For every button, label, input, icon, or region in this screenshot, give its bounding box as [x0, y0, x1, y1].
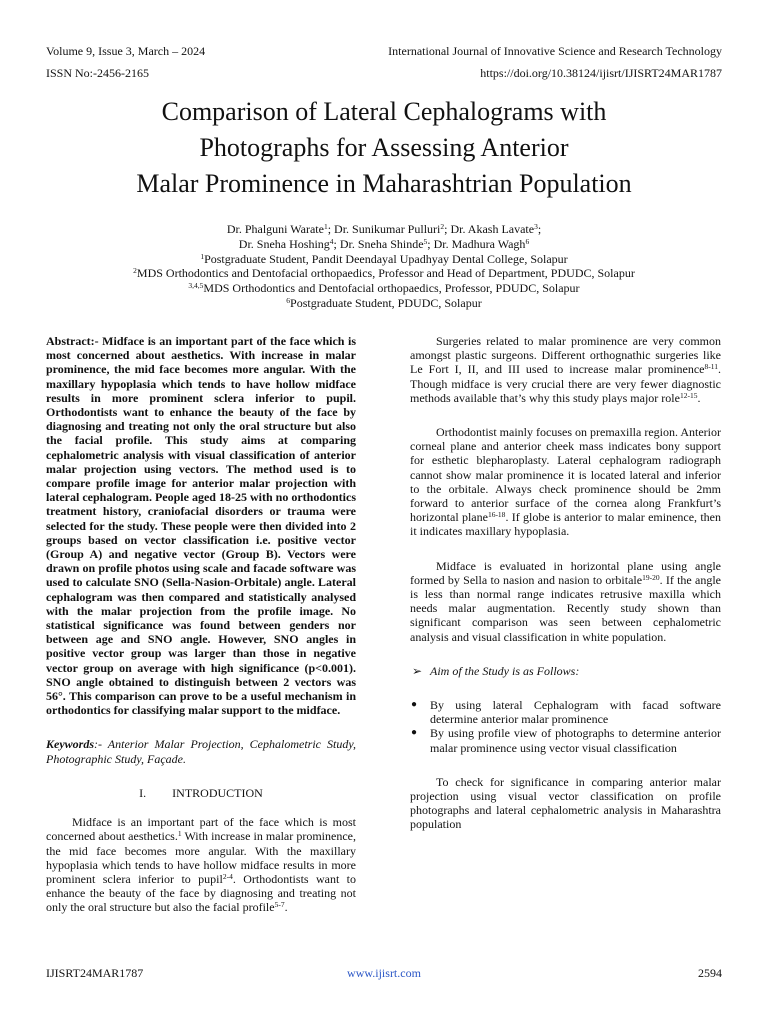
footer-website-link[interactable]: www.ijisrt.com: [347, 966, 421, 980]
affiliation-1: $^1$Postgraduate Student, Pandit Deendayal Upadhyay Dental College, Solapur: [200, 251, 568, 266]
keywords: [46, 737, 356, 765]
page-number: 2594: [698, 966, 722, 980]
left-column: [46, 334, 356, 915]
keywords-text: :- Anterior Malar Projection, Cephalometric Study, Photographic Study, Façade.: [46, 737, 356, 766]
section-number: I.: [139, 785, 147, 800]
title-line-1: Comparison of Lateral Cephalograms with: [161, 97, 607, 126]
abstract: Abstract:- Midface is an important part of the face which is most concerned about aesthetics. With increase in malar prominence, the mid face becomes more angular. With the maxillary hypoplasia which tends to have hollow midface results in more prominent sclera inferior to pupil. Orthodontists want to enhance the beauty of the face by diagnosing and treating not only the oral structure but also the facial profile. This study aims at comparing cephalometric analysis with visual classification of anterior malar projection using vectors. The method used is to compare profile image for anterior malar projection with lateral cephalogram. People aged 18-25 with no orthodontics treatment history, craniofacial disorders or trauma were selected for the study. These people were then divided into 2 groups based on vector classification i.e. positive vector (Group A) and negative vector (Group B). Vectors were drawn on profile photos using scale and facade software was used to calculate SNO (Sella-Nasion-Orbitale) angle. Lateral cephalogram was then compared and statistically analysed with the malar projection from the profile image. No statistical significance was found between genders nor between age and SNO angle. However, SNO angles in positive vector group was larger than those in negative vector group on average with high significance (p<0.001). SNO angle obtained to distinguish between 2 vectors was 56°. This comparison can prove to be a useful mechanism in orthodontics for classifying malar support to the midface.: [46, 334, 356, 718]
intro-paragraph: Midface is an important part of the face which is most concerned about aesthetics.$^1$ With increase in malar prominence, the mid face becomes more angular. With the maxillary hypoplasia which tends to have hollow midface results in more prominent sclera inferior to pupil$^{2-4}$. Orthodontists want to enhance the beauty of the face by diagnosing and treating not only the oral structure but also the facial profile$^{5-7}$.: [46, 815, 357, 915]
title-line-2: Photographs for Assessing Anterior: [199, 133, 569, 162]
paragraph-orthodontist: Orthodontist mainly focuses on premaxilla region. Anterior corneal plane and anterior cheek mass indicates bony support for esthetic blepharoplasty. Lateral cephalogram radiograph cannot show malar prominence it is located lateral and inferior to the orbitale. Always check prominence should be 2mm forward to anterior surface of the cornea along Frankfurt’s horizontal plane$^{16-18}$. If globe is anterior to malar eminence, then it indicates maxillary hypoplasia.: [410, 425, 721, 539]
paragraph-significance: To check for significance in comparing anterior malar projection using visual vector classification on profile photographs and lateral cephalometric analysis in Maharashtra population: [410, 774, 721, 832]
aim-text: Aim of the Study is as Follows:: [430, 663, 580, 678]
aim-list: [410, 698, 721, 755]
volume-info: Volume 9, Issue 3, March – 2024: [46, 44, 206, 58]
doi-link[interactable]: https://doi.org/10.38124/ijisrt/IJISRT24MAR1787: [480, 66, 722, 80]
issn: ISSN No:-2456-2165: [46, 66, 150, 80]
title-line-3: Malar Prominence in Maharashtrian Population: [136, 169, 632, 198]
author-line-1: Dr. Phalguni Warate$^1$; Dr. Sunikumar Pulluri$^2$; Dr. Akash Lavate$^3$;: [226, 222, 542, 236]
bullet-icon: ●: [411, 699, 418, 711]
keywords-label: Keywords: [46, 737, 94, 752]
section-heading-introduction: [46, 786, 356, 800]
section-title: INTRODUCTION: [172, 785, 263, 800]
author-line-2: Dr. Sneha Hoshing$^4$; Dr. Sneha Shinde$^5$; Dr. Madhura Wagh$^6$: [238, 236, 530, 251]
list-item: ● By using lateral Cephalogram with facad software determine anterior malar prominence: [411, 698, 721, 727]
paragraph-midface: Midface is evaluated in horizontal plane using angle formed by Sella to nasion and nasion to orbitale$^{19-20}$. If the angle is less than normal range indicates retrusive maxilla which needs malar augmentation. Recently study shown than significant comparison was seen between cephalometric analysis and visual classification in white population.: [410, 558, 722, 644]
author-block: [40, 222, 728, 311]
arrow-bullet-icon: ➢: [412, 663, 423, 678]
affiliation-3: $^{3,4,5}$MDS Orthodontics and Dentofacial orthopaedics, Professor, PDUDC, Solapur: [188, 281, 580, 296]
journal-name: International Journal of Innovative Science and Research Technology: [388, 44, 722, 58]
paper-title: [40, 94, 728, 202]
bullet-icon: ●: [411, 727, 418, 739]
affiliation-2: $^2$MDS Orthodontics and Dentofacial orthopaedics, Professor and Head of Department, PDUDC, Solapur: [133, 266, 635, 281]
aim-heading: [410, 664, 721, 678]
footer-code: IJISRT24MAR1787: [46, 966, 144, 980]
affiliation-4: $^6$Postgraduate Student, PDUDC, Solapur: [286, 295, 482, 310]
paragraph-surgeries: Surgeries related to malar prominence are very common amongst plastic surgeons. Different orthognathic surgeries like Le Fort I, II, and III used to increase malar prominence$^{8-11}$. Though midface is very crucial there are very fewer diagnostic methods available that’s why this study plays major role$^{12-15}$.: [410, 334, 721, 405]
list-item: ● By using profile view of photographs to determine anterior malar prominence using vector visual classification: [411, 726, 721, 755]
right-column: [410, 334, 721, 832]
